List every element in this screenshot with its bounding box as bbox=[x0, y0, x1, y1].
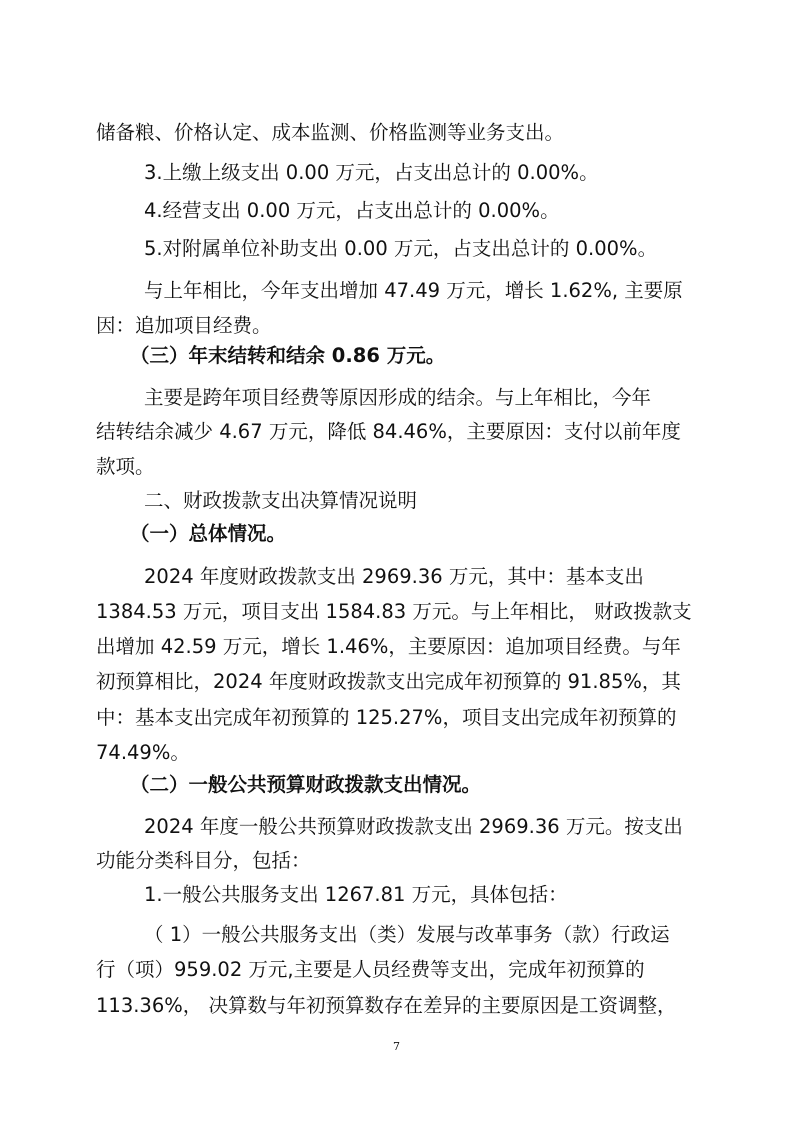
text-line: 款项。 bbox=[96, 455, 155, 478]
text-line: 中：基本支出完成年初预算的 125.27%，项目支出完成年初预算的 bbox=[96, 706, 677, 729]
text-line: 2024 年度财政拨款支出 2969.36 万元，其中：基本支出 bbox=[144, 565, 644, 588]
list-item: 4.经营支出 0.00 万元，占支出总计的 0.00%。 bbox=[144, 199, 560, 222]
text-line: （ 1）一般公共服务支出（类）发展与改革事务（款）行政运 bbox=[144, 923, 670, 946]
subsection-heading: （一）总体情况。 bbox=[130, 522, 287, 545]
subsection-heading: （二）一般公共预算财政拨款支出情况。 bbox=[130, 773, 482, 796]
text-line: 与上年相比，今年支出增加 47.49 万元，增长 1.62%, 主要原 bbox=[144, 279, 683, 302]
page-number: 7 bbox=[393, 1040, 400, 1053]
text-line: 行（项）959.02 万元,主要是人员经费等支出，完成年初预算的 bbox=[96, 958, 645, 981]
text-line: 2024 年度一般公共预算财政拨款支出 2969.36 万元。按支出 bbox=[144, 815, 683, 838]
text-line: 113.36%， 决算数与年初预算数存在差异的主要原因是工资调整， bbox=[96, 994, 677, 1017]
text-line: 功能分类科目分，包括： bbox=[96, 849, 311, 872]
text-line: 结转结余减少 4.67 万元，降低 84.46%，主要原因：支付以前年度 bbox=[96, 420, 681, 443]
text-line: 1384.53 万元，项目支出 1584.83 万元。与上年相比， 财政拨款支 bbox=[96, 600, 692, 623]
list-item: 5.对附属单位补助支出 0.00 万元，占支出总计的 0.00%。 bbox=[144, 237, 658, 260]
text-line: 主要是跨年项目经费等原因形成的结余。与上年相比，今年 bbox=[144, 386, 652, 409]
text-line: 初预算相比，2024 年度财政拨款支出完成年初预算的 91.85%，其 bbox=[96, 670, 681, 693]
list-item: 1.一般公共服务支出 1267.81 万元，具体包括： bbox=[144, 883, 568, 906]
text-line: 出增加 42.59 万元，增长 1.46%，主要原因：追加项目经费。与年 bbox=[96, 635, 681, 658]
list-item: 3.上缴上级支出 0.00 万元，占支出总计的 0.00%。 bbox=[144, 161, 599, 184]
section-heading: （三）年末结转和结余 0.86 万元。 bbox=[130, 344, 446, 367]
text-line: 储备粮、价格认定、成本监测、价格监测等业务支出。 bbox=[96, 121, 565, 144]
text-line: 74.49%。 bbox=[96, 741, 190, 764]
text-line: 因：追加项目经费。 bbox=[96, 314, 272, 337]
section-heading: 二、财政拨款支出决算情况说明 bbox=[144, 489, 418, 512]
